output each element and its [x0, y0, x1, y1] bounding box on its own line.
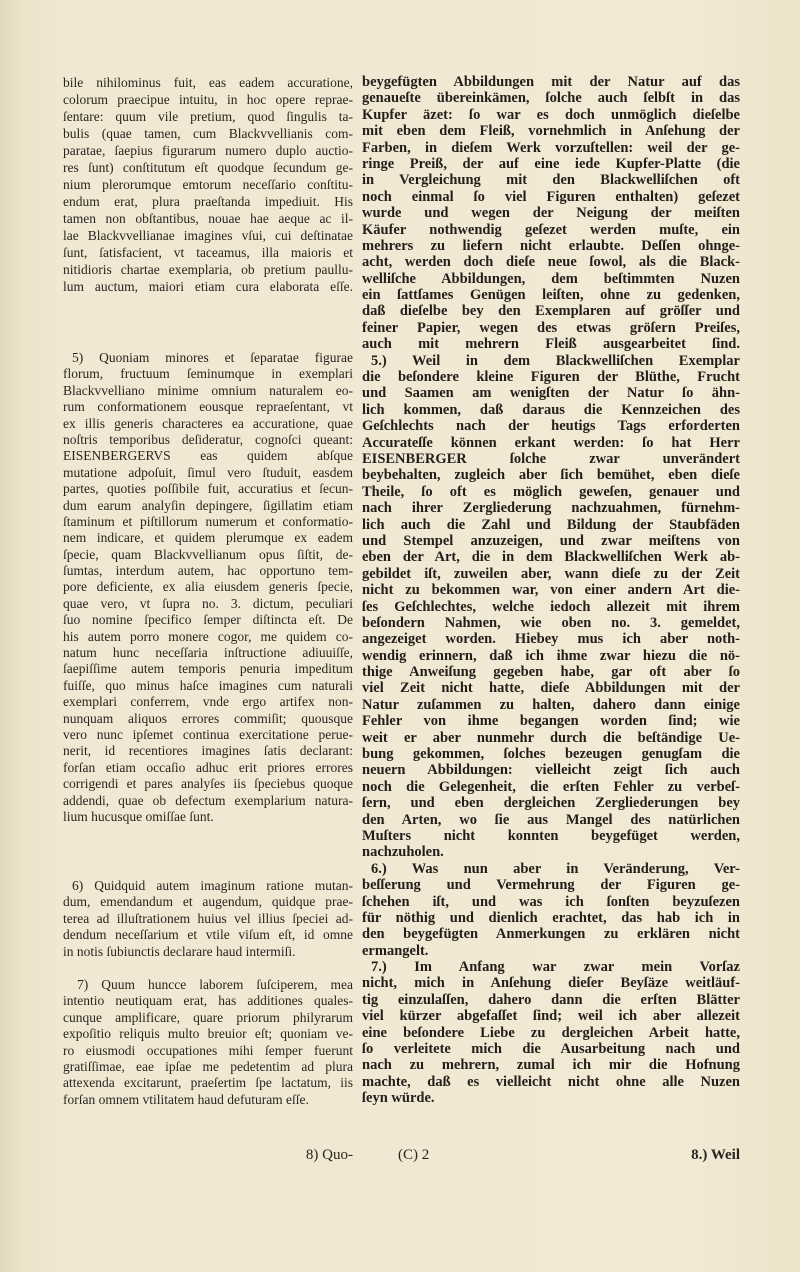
text-line: forſan omnem vtilitatem haud defuturam eſſe.	[63, 1091, 309, 1107]
paragraph-7-latin	[63, 977, 353, 1108]
text-line: genaueſte übereinkämen, ſolche auch ſelbſt in das	[362, 90, 740, 107]
paragraph-intro	[63, 74, 353, 295]
text-line: nitidioris chartae exemplaria, ob pretium paullu-	[63, 262, 353, 277]
text-line: lich kommen, daß daraus die Kennzeichen des	[362, 401, 740, 418]
text-line: ſo verleitete mich die Ausarbeitung nach und	[362, 1041, 740, 1058]
paragraph-5-latin	[63, 350, 353, 825]
text-line: attexenda excitarunt, praeſertim ſpe lactatum, iis	[63, 1075, 353, 1091]
text-line: gebildet iſt, zuweilen aber, wann dieſe zu der Zeit	[362, 565, 740, 582]
paragraph-6-latin	[63, 878, 353, 960]
text-line: ſes Geſchlechtes, welche iedoch allezeit mit ihrem	[362, 598, 740, 615]
text-line: addendi, quae ob defectum exemplarium natura-	[63, 792, 353, 808]
text-line: wendig erinnern, daß ich ihme zwar hiezu die nö-	[362, 647, 740, 664]
text-line: EISENBERGERVS eas quidem abſque	[63, 448, 353, 464]
text-line: nicht, mich in Anſehung dieſer Beyſäze weitläuf-	[362, 975, 740, 992]
text-line: lich auch die Zahl und Bildung der Staubfäden	[362, 516, 740, 533]
text-line: ſuo nomine ſpecifico ſemper diſtincta eſt. De	[63, 612, 353, 628]
text-line: ſeyn würde.	[362, 1090, 435, 1107]
text-line: noch die Gelegenheit, die erſten Fehler zu verbeſ-	[362, 778, 740, 795]
text-line: Käufer nothwendig geſezet werden muſte, ein	[362, 221, 740, 238]
text-line: vero nunc ipſemet continua exercitatione perue-	[63, 726, 353, 742]
text-line: dendum neceſſarium et vtile viſum eſt, id omne	[63, 927, 353, 943]
text-line: ſchehen iſt, und was ich ſonſten beyzuſezen	[362, 893, 740, 910]
text-line: lium hucusque omiſſae ſunt.	[63, 808, 214, 824]
text-line: eine beſondere Liebe zu dergleichen Arbeit hatte,	[362, 1024, 740, 1041]
text-line: ſumtas, interdum autem, hac opportuno tem-	[63, 563, 353, 579]
text-line: Accurateſſe können erkant werden: ſo hat Herr	[362, 434, 740, 451]
text-line: noch einmal ſo viel Figuren enthalten) geſezet	[362, 188, 740, 205]
text-line: Fehler von ihme begangen worden ſind; wie	[362, 713, 740, 730]
text-line: angezeiget worden. Hiebey mus ich aber noth-	[362, 631, 740, 648]
text-line: daß dieſelbe bey den Exemplaren auf gröſſer und	[362, 303, 740, 320]
text-line: 6.) Was nun aber in Veränderung, Ver-	[371, 860, 740, 877]
paragraph-6-german	[362, 861, 740, 959]
text-line: fuiſſe, quo minus haſce imagines cum naturali	[63, 677, 353, 693]
text-line: expoſitio reliquis multo breuior eſt; quoniam ve-	[63, 1026, 353, 1042]
text-line: feiner Papier, wegen des etwas gröſern Preiſes,	[362, 319, 740, 336]
text-line: gratiſſimae, eae ipſae me pedetentim ad plura	[63, 1058, 353, 1074]
text-line: eben der Art, die in dem Blackwelliſchen Werk ab-	[362, 549, 740, 566]
text-line: die beſondere kleine Figuren der Blüthe, Frucht	[362, 369, 740, 386]
text-line: nach ihrer Zergliederung nachzuahmen, fürnehm-	[362, 500, 740, 517]
text-line: wurde und wegen der Neigung der meiſten	[362, 205, 740, 222]
text-line: ſtaminum et piſtillorum numerum et conformatio-	[63, 513, 353, 529]
text-line: his autem porro monere cogor, me quidem co-	[63, 628, 353, 644]
text-line: nerit, id recentiores imagines ſatis declarant:	[63, 743, 353, 759]
text-line: acht, werden doch dieſe neue ſowol, als die Black-	[362, 254, 740, 271]
text-line: dum earum analyſin depingere, ſigillatim etiam	[63, 497, 353, 513]
text-line: forſan etiam occaſio adhuc erit priores errores	[63, 759, 353, 775]
text-line: Muſters nicht konnten beygefüget werden,	[362, 827, 740, 844]
text-line: bile nihilominus fuit, eas eadem accuratione,	[63, 75, 353, 90]
text-line: nachzuholen.	[362, 844, 444, 861]
text-line: Geſchlechts nach der heutigs Tags erforderten	[362, 418, 740, 435]
text-line: Blackvvelliano minime omnium naturalem eo-	[63, 382, 353, 398]
text-line: beſondern Nahmen, wie oben no. 3. gemeldet,	[362, 614, 740, 631]
signature-mark: (C) 2	[398, 1147, 430, 1163]
text-line: ſunt, ſatisfacient, vt taceamus, illa maioris et	[63, 245, 353, 260]
text-line: natum hunc neceſſaria inſtructione adiuuiſſe,	[63, 645, 353, 661]
text-line: terea ad illuſtrationem huius vel illius ſpeciei ad-	[63, 910, 353, 926]
text-line: welliſche Abbildungen, dem beſtimmten Nuzen	[362, 270, 740, 287]
text-line: ſentare: quum vile pretium, quod ſingulis ta-	[63, 109, 353, 124]
text-line: noſtris temporibus deſideratur, cognoſci queant:	[63, 431, 353, 447]
text-line: ſern, und eben dergleichen Zergliederungen bey	[362, 795, 740, 812]
text-line: pore deficiente, ex alia eiusdem generis ſpecie,	[63, 579, 353, 595]
text-line: endum erat, plura praeſtanda impediuit. His	[63, 194, 353, 209]
text-line: paratae, ſaepius figurarum numero duplo auctio-	[63, 143, 353, 158]
text-line: rum conformationem eousque repraeſentant, vt	[63, 399, 353, 415]
text-line: partes, quoties poſſibile fuit, accuratius et ſecun-	[63, 481, 353, 497]
text-line: nium plerorumque emtorum neceſſario conſtitu-	[63, 177, 353, 192]
text-line: corrigendi et pares analyſes iis ſpeciebus quoque	[63, 776, 353, 792]
text-line: machte, daß es vielleicht nicht ohne alle Nuzen	[362, 1073, 740, 1090]
text-line: res ſunt) conſtitutum eſt quodque ſecundum ge-	[63, 160, 353, 175]
paragraph-intro-german	[362, 74, 740, 353]
text-line: nem indicare, et quidem plerumque ex eadem	[63, 530, 353, 546]
text-line: viel kürzer abgefaſſet ſind; weil ich aber allezeit	[362, 1008, 740, 1025]
text-line: ſpecie, quam Blackvvellianum opus ſiſtit, de-	[63, 546, 353, 562]
text-line: 7.) Im Anfang war zwar mein Vorſaz	[371, 959, 740, 976]
text-line: weit er aber nunmehr durch die beſtändige Ue-	[362, 729, 740, 746]
catchword-left: 8) Quo-	[305, 1147, 353, 1163]
text-line: ſaepiſſime autem temporis penuria impeditum	[63, 661, 353, 677]
text-line: thige Anweiſung gegeben habe, gar oft aber ſo	[362, 664, 740, 681]
catchword-right: 8.) Weil	[691, 1147, 740, 1163]
text-line: exemplari conferrem, vnde ergo artifex non-	[63, 694, 353, 710]
text-line: in notis ſubiunctis declarare haud intermiſi.	[63, 943, 296, 959]
text-line: und Stempel anzuzeigen, und zwar meiſtens von	[362, 532, 740, 549]
text-line: viel Zeit nicht hatte, dieſe Abbildungen mit der	[362, 680, 740, 697]
text-line: ex illis generis characteres ea accuratione, quae	[63, 415, 353, 431]
text-line: Farben, in dieſem Werk vorzuſtellen: weil der ge-	[362, 139, 740, 156]
text-line: intentio neutiquam erat, has additiones quales-	[63, 993, 353, 1009]
text-line: ringe Preiß, der auf eine iede Kupfer-Platte (die	[362, 155, 740, 172]
text-line: in Vergleichung mit den Blackwelliſchen oft	[362, 172, 740, 189]
text-line: den beygefügten Anmerkungen zu erklären nicht	[362, 926, 740, 943]
text-line: 7) Quum huncce laborem ſuſciperem, mea	[77, 977, 353, 992]
text-line: 5.) Weil in dem Blackwelliſchen Exemplar	[371, 352, 740, 369]
text-line: für nöthig und dienlich erachtet, das hab ich in	[362, 909, 740, 926]
text-line: 5) Quoniam minores et ſeparatae figurae	[72, 350, 353, 365]
text-line: dum, emendandum et augendum, quidque prae-	[63, 894, 353, 910]
paragraph-7-german	[362, 959, 740, 1107]
text-line: bung gekommen, ſolches bezeugen genugſam die	[362, 746, 740, 763]
paragraph-5-german	[362, 353, 740, 861]
text-line: quae vero, vt ſupra no. 3. dictum, peculiari	[63, 595, 353, 611]
german-text	[362, 74, 740, 1107]
text-line: nach zu mehrern, zumal ich mir die Hofnung	[362, 1057, 740, 1074]
text-line: Kupfer äzet: ſo war es doch unmöglich dieſelbe	[362, 106, 740, 123]
text-line: ein ſattſames Genügen leiſten, ohne zu gedenken,	[362, 287, 740, 304]
text-line: lae Blackvvellianae imagines vſui, cui deſtinatae	[63, 228, 353, 243]
text-line: nicht zu bekommen war, von einer andern Art die-	[362, 582, 740, 599]
text-line: cunque amplificare, quare priorum philyrarum	[63, 1009, 353, 1025]
text-line: beſſerung und Vermehrung der Figuren ge-	[362, 877, 740, 894]
text-line: EISENBERGER ſolche zwar unverändert	[362, 450, 740, 467]
text-line: nunquam aliquos errores commiſit; quousque	[63, 710, 353, 726]
text-line: auch mit mehrern Fleiß ausgearbeitet ſind.	[362, 336, 740, 353]
text-line: 6) Quidquid autem imaginum ratione mutan-	[72, 878, 353, 893]
text-line: beybehalten, zugleich aber ſich bemühet, eben dieſe	[362, 467, 740, 484]
text-line: Theile, ſo oft es möglich geweſen, genauer und	[362, 483, 740, 500]
text-line: beygefügten Abbildungen mit der Natur auf das	[362, 74, 740, 90]
text-line: mehrers zu liefern nicht erlaubte. Deſſen ohnge-	[362, 237, 740, 254]
text-line: neuern Abbildungen: vielleicht zeigt ſich auch	[362, 762, 740, 779]
text-line: ro eiusmodi occupationes mihi ſemper fuerunt	[63, 1042, 353, 1058]
text-line: ermangelt.	[362, 942, 429, 959]
text-line: mutatione adpoſuit, ſimul vero ſtuduit, easdem	[63, 464, 353, 480]
text-line: lum auctum, maiori etiam cura elaborata eſſe.	[63, 279, 353, 294]
text-line: florum, fructuum ſeminumque in exemplari	[63, 366, 353, 382]
text-line: bulis (quae tamen, cum Blackvvellianis com-	[63, 126, 353, 141]
text-line: und Saamen am wenigſten der Natur ſo ähn-	[362, 385, 740, 402]
text-line: den Arten, wo ſie aus Mangel des natürlichen	[362, 811, 740, 828]
text-line: colorum praecipue intuitu, in hoc opere reprae-	[63, 92, 353, 107]
text-line: tig einzulaſſen, dahero dann die erſten Blätter	[362, 991, 740, 1008]
text-line: mit eben dem Fleiß, vornehmlich in Anſehung der	[362, 123, 740, 140]
text-line: Natur zuſammen zu halten, dahero dann einige	[362, 696, 740, 713]
text-line: tamen non obſtantibus, nouae hae aeque ac il-	[63, 211, 353, 226]
